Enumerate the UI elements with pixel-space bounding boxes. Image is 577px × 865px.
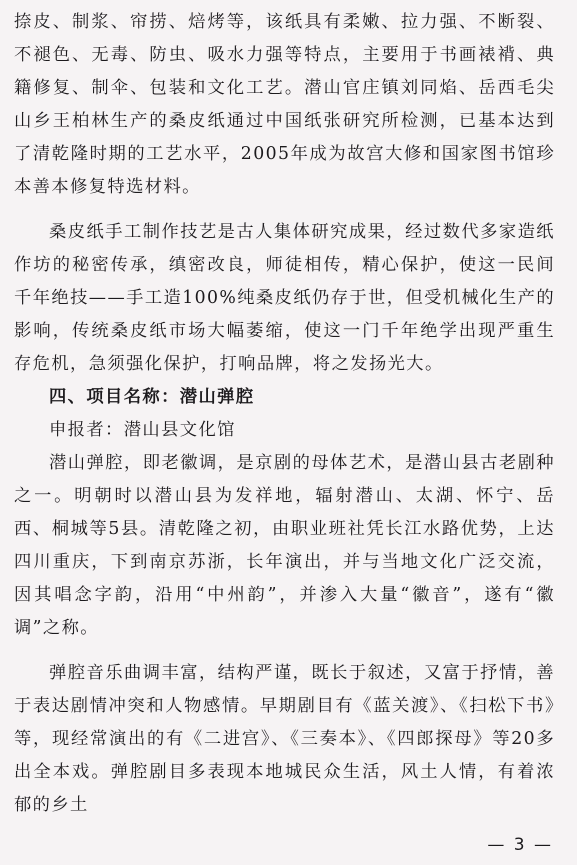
- body-paragraph: 桑皮纸手工制作技艺是古人集体研究成果，经过数代多家造纸作坊的秘密传承，缜密改良，师徒相传，精心保护，使这一民间千年绝技——手工造100%纯桑皮纸仍存于世，但受机械化生产的影响，传统桑皮纸市场大幅萎缩，使这一门千年绝学出现严重生存危机，急须强化保护，打响品牌，将之发扬光大。: [14, 222, 555, 374]
- body-paragraph: 弹腔音乐曲调丰富，结构严谨，既长于叙述，又富于抒情，善于表达剧情冲突和人物感情。早期剧目有《蓝关渡》、《扫松下书》等，现经常演出的有《二进宫》、《三奏本》、《四郎探母》等20多出全本戏。弹腔剧目多表现本地城民众生活，风土人情，有着浓郁的乡土: [14, 663, 555, 815]
- body-paragraph: 潜山弹腔，即老徽调，是京剧的母体艺术，是潜山县古老剧种之一。明朝时以潜山县为发祥地，辐射潜山、太湖、怀宁、岳西、桐城等5县。清乾隆之初，由职业班社凭长江水路优势，上达四川重庆，下到南京苏浙，长年演出，并与当地文化广泛交流，因其唱念字韵，沿用“中州韵”，并渗入大量“徽音”，遂有“徽调”之称。: [14, 453, 555, 638]
- paragraph-gap: [14, 204, 555, 216]
- applicant-line: 申报者：潜山县文化馆: [49, 420, 236, 440]
- body-paragraph: 捺皮、制浆、帘捞、焙烤等，该纸具有柔嫩、拉力强、不断裂、不褪色、无毒、防虫、吸水力强等特点，主要用于书画裱褙、典籍修复、制伞、包装和文化工艺。潜山官庄镇刘同焰、岳西毛尖山乡王柏林生产的桑皮纸通过中国纸张研究所检测，已基本达到了清乾隆时期的工艺水平，2005年成为故宫大修和国家图书馆珍本善本修复特选材料。: [14, 12, 555, 197]
- section-heading: 四、项目名称：潜山弹腔: [49, 387, 255, 407]
- page-number: — 3 —: [487, 835, 553, 855]
- paragraph-gap: [14, 645, 555, 657]
